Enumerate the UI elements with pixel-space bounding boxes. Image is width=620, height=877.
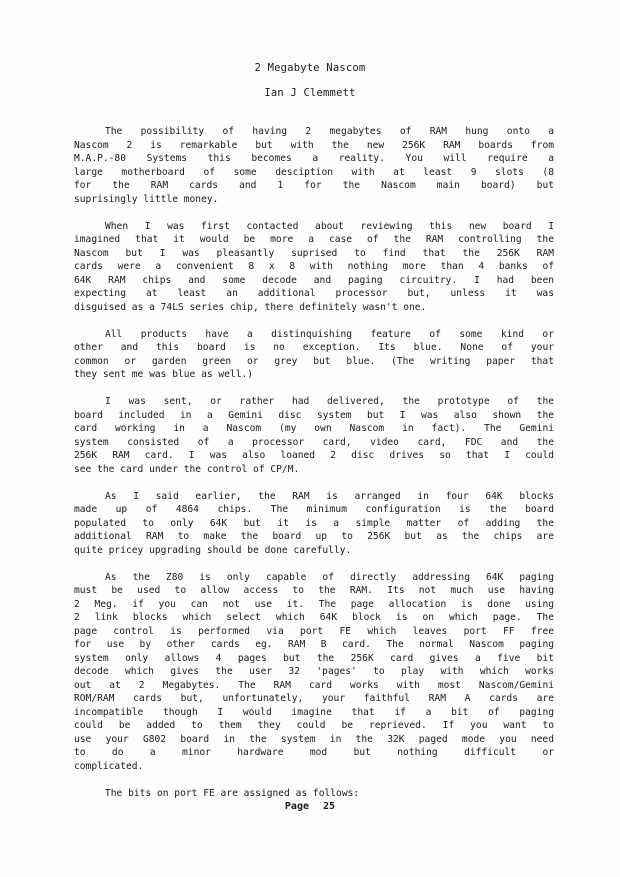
text-line: additional RAM to make the board up to 256K but as the chips are (74, 531, 554, 542)
text-line: ROM/RAM cards but, unfortunately, your faithful RAM A cards are (74, 693, 554, 704)
text-line: Nascom but I was pleasantly suprised to find that the 256K RAM (74, 247, 554, 259)
text-line: 256K RAM card. I was also loaned 2 disc drives so that I could (74, 450, 554, 461)
paragraph-3 (74, 328, 554, 382)
paragraph-7 (74, 787, 554, 801)
text-line: As I said earlier, the RAM is arranged in four 64K blocks (105, 490, 554, 502)
text-line: complicated. (74, 760, 144, 772)
paragraph-2 (74, 220, 554, 315)
text-line: system consisted of a processor card, video card, FDC and the (74, 436, 554, 448)
text-line: expecting at least an additional processor but, unless it was (74, 288, 554, 299)
text-line: 2 link blocks which select which 64K block is on which page. The (74, 612, 554, 623)
text-line: Nascom 2 is remarkable but with the new 256K RAM boards from (74, 139, 554, 151)
paragraph-1 (74, 125, 554, 206)
paragraph-6 (74, 571, 554, 774)
text-line: common or garden green or grey but blue. (The writing paper that (74, 355, 554, 367)
text-line: cards were a convenient 8 x 8 with nothing more than 4 banks of (74, 261, 554, 272)
text-line: M.A.P.-80 Systems this becomes a reality. You will require a (74, 153, 554, 164)
text-line: When I was first contacted about reviewing this new board I (105, 220, 554, 232)
text-line: to do a minor hardware mod but nothing difficult or (74, 747, 554, 758)
text-line: card working in a Nascom (my own Nascom in fact). The Gemini (74, 423, 554, 434)
article-body (74, 125, 554, 814)
text-line: must be used to allow access to the RAM. Its not much use having (74, 585, 554, 596)
text-line: for the RAM cards and 1 for the Nascom main board) but (74, 180, 554, 191)
article-title: 2 Megabyte Nascom (254, 62, 366, 74)
text-line: other and this board is no exception. Its blue. None of your (74, 342, 554, 353)
text-line: see the card under the control of CP/M. (74, 463, 300, 475)
paragraph-5 (74, 490, 554, 558)
text-line: The bits on port FE are assigned as follows: (105, 787, 360, 799)
page-number: 25 (323, 801, 336, 812)
text-line: decode which gives the user 32 'pages' to play with which works (74, 666, 554, 677)
page-label: Page (284, 801, 309, 812)
text-line: All products have a distinquishing feature of some kind or (105, 328, 554, 340)
paragraph-4 (74, 395, 554, 476)
text-line: The possibility of having 2 megabytes of RAM hung onto a (105, 126, 554, 137)
text-line: quite pricey upgrading should be done carefully. (74, 544, 352, 556)
text-line: 64K RAM chips and some decode and paging circuitry. I had been (74, 274, 554, 286)
text-line: use your G802 board in the system in the 32K paged mode you need (74, 733, 554, 745)
text-line: I was sent, or rather had delivered, the prototype of the (105, 396, 554, 407)
text-line: suprisingly little money. (74, 193, 219, 205)
text-line: imagined that it would be more a case of the RAM controlling the (74, 234, 554, 245)
text-line: As the Z80 is only capable of directly addressing 64K paging (105, 571, 554, 583)
text-line: 2 Meg. if you can not use it. The page allocation is done using (74, 598, 554, 610)
text-line: system only allows 4 pages but the 256K card gives a five bit (74, 652, 554, 664)
text-line: for use by other cards eg. RAM B card. The normal Nascom paging (74, 639, 554, 650)
text-line: large motherboard of some desciption with at least 9 slots (8 (74, 166, 554, 178)
text-line: incompatible though I would imagine that if a bit of paging (74, 706, 554, 718)
text-line: made up of 4864 chips. The minimum configuration is the board (74, 504, 554, 515)
text-line: disguised as a 74LS series chip, there definitely wasn't one. (74, 301, 427, 313)
text-line: board included in a Gemini disc system but I was also shown the (74, 409, 554, 421)
text-line: could be added to them they could be reprieved. If you want to (74, 720, 554, 731)
page-footer (0, 801, 620, 812)
text-line: out at 2 Megabytes. The RAM card works with most Nascom/Gemini (74, 679, 554, 691)
text-line: page control is performed via port FE which leaves port FF free (74, 625, 554, 637)
article-author: Ian J Clemmett (264, 87, 356, 99)
text-line: populated to only 64K but it is a simple matter of adding the (74, 517, 554, 529)
text-line: they sent me was blue as well.) (74, 369, 254, 380)
